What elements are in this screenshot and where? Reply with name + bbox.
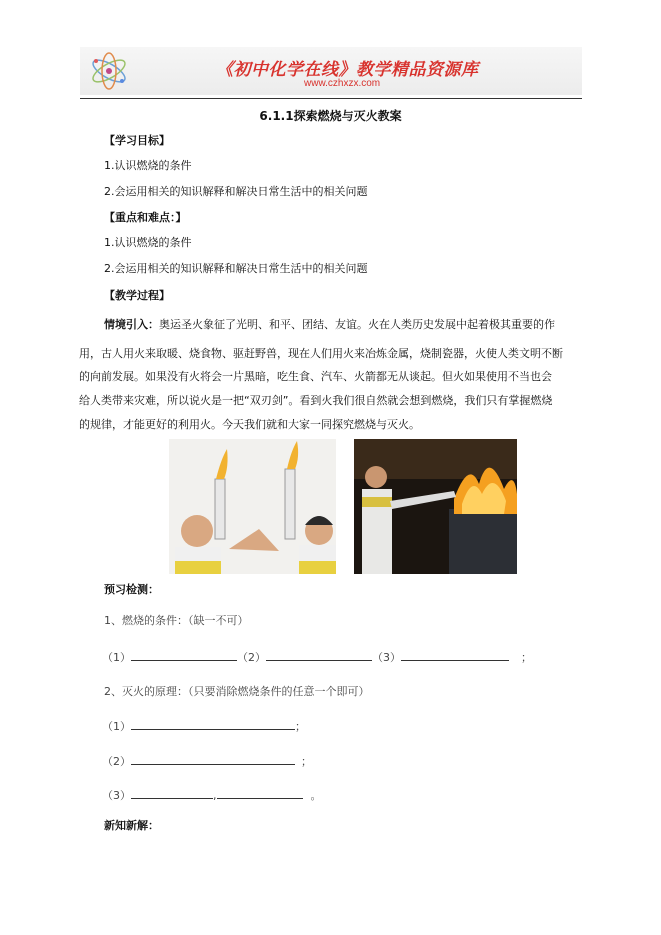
q2-blank-3b[interactable]: [217, 788, 303, 799]
q2-blank-1[interactable]: [131, 719, 295, 730]
goal-item-1: 1.认识燃烧的条件: [104, 159, 192, 172]
document-title: 6.1.1探索燃烧与灭火教案: [259, 109, 402, 123]
q1-answer-row: [102, 650, 532, 665]
q2-item-2-label: （2）: [102, 755, 131, 768]
q1-item-3-label: （3）: [372, 651, 401, 664]
torch-bearers-photo: [169, 439, 336, 574]
q2-item-3-comma: ,: [213, 789, 217, 802]
q2-item-1-punct: ；: [295, 720, 306, 733]
q2-answer-row-3: [102, 788, 322, 803]
preview-question-1: 1、燃烧的条件：（缺一不可）: [104, 614, 249, 627]
intro-line-4: 给人类带来灾难，所以说火是一把“双刃剑”。看到火我们很自然就会想到燃烧，我们只有掌握燃烧: [79, 394, 553, 407]
q2-blank-2[interactable]: [131, 754, 295, 765]
q2-answer-row-1: [102, 719, 306, 734]
q1-item-1-label: （1）: [102, 651, 131, 664]
q2-item-2-punct: ；: [301, 755, 312, 768]
q2-item-1-label: （1）: [102, 720, 131, 733]
q1-blank-2[interactable]: [266, 650, 372, 661]
preview-question-2: 2、灭火的原理：（只要消除燃烧条件的任意一个即可）: [104, 685, 370, 698]
goals-heading: 【学习目标】: [104, 134, 170, 147]
q1-end-punct: ；: [521, 651, 532, 664]
header-divider: [80, 98, 582, 99]
intro-paragraph: [104, 313, 588, 336]
header-banner: [80, 47, 582, 95]
key-point-2: 2.会运用相关的知识解释和解决日常生活中的相关问题: [104, 262, 368, 275]
intro-label: 情境引入：: [104, 318, 159, 331]
key-point-1: 1.认识燃烧的条件: [104, 236, 192, 249]
q1-blank-1[interactable]: [131, 650, 237, 661]
goal-item-2: 2.会运用相关的知识解释和解决日常生活中的相关问题: [104, 185, 368, 198]
cauldron-lighting-photo: [354, 439, 517, 574]
q1-blank-3[interactable]: [401, 650, 509, 661]
banner-url: www.czhxzx.com: [304, 78, 381, 89]
intro-line-2: 用，古人用火来取暖、烧食物、驱赶野兽，现在人们用火来冶炼金属，烧制瓷器，火使人类文明不断: [79, 347, 563, 360]
intro-line-3: 的向前发展。如果没有火将会一片黑暗，吃生食、汽车、火箭都无从谈起。但火如果使用不当也会: [79, 370, 552, 383]
intro-line-5: 的规律，才能更好的利用火。今天我们就和大家一同探究燃烧与灭火。: [79, 418, 420, 431]
banner-title: 《初中化学在线》教学精品资源库: [216, 60, 479, 80]
q2-blank-3a[interactable]: [131, 788, 213, 799]
intro-line-1: 奥运圣火象征了光明、和平、团结、友谊。火在人类历史发展中起着极其重要的作: [159, 318, 555, 331]
preview-heading: 预习检测：: [104, 583, 159, 596]
q1-item-2-label: （2）: [237, 651, 266, 664]
new-knowledge-heading: 新知新解：: [104, 819, 159, 832]
q2-item-3-label: （3）: [102, 789, 131, 802]
process-heading: 【教学过程】: [104, 289, 170, 302]
key-points-heading: 【重点和难点：】: [104, 211, 187, 224]
atom-logo-icon: [86, 51, 132, 91]
q2-item-3-end: 。: [310, 789, 322, 802]
q2-answer-row-2: [102, 754, 312, 769]
